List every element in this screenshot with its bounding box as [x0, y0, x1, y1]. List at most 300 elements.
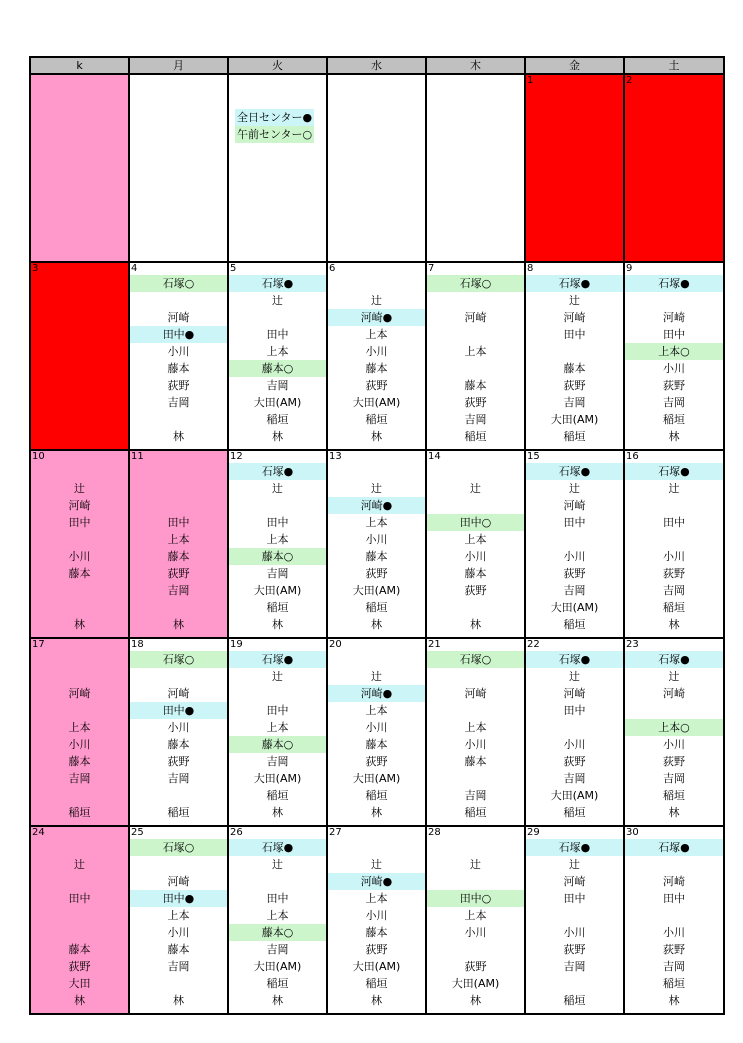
- staff-entry: 上本: [464, 909, 487, 922]
- day-number: 17: [32, 639, 45, 650]
- day-number: 10: [32, 451, 45, 462]
- staff-list: [31, 839, 128, 1009]
- staff-entry-highlighted: 石塚●: [526, 651, 623, 668]
- day-cell[interactable]: [327, 450, 426, 638]
- staff-entry: 河崎: [167, 875, 190, 888]
- day-number: 11: [131, 451, 144, 462]
- staff-entry-highlighted: 上本○: [625, 719, 723, 736]
- staff-entry: [31, 651, 128, 668]
- day-cell[interactable]: [30, 826, 129, 1014]
- staff-entry: 大田(AM): [352, 584, 401, 597]
- staff-entry: 河崎: [563, 687, 586, 700]
- staff-entry: 小川: [563, 550, 586, 563]
- day-cell[interactable]: [525, 74, 624, 262]
- staff-list: [526, 651, 623, 821]
- day-cell[interactable]: [624, 826, 724, 1014]
- week-row: [30, 826, 724, 1014]
- staff-entry: 田中: [68, 516, 91, 529]
- staff-entry: [130, 292, 227, 309]
- legend-item: 午前センター○: [237, 128, 313, 141]
- week-row: [30, 74, 724, 262]
- staff-list: [427, 275, 524, 445]
- day-number: 21: [428, 639, 441, 650]
- staff-entry: 吉岡: [167, 960, 190, 973]
- staff-entry-highlighted: 藤本○: [229, 924, 326, 941]
- weekday-header-row: [30, 57, 724, 74]
- staff-entry-highlighted: 石塚○: [427, 651, 524, 668]
- staff-entry: 荻野: [365, 755, 388, 768]
- staff-entry: 稲垣: [167, 806, 190, 819]
- staff-entry: 辻: [371, 482, 382, 495]
- staff-list: [526, 463, 623, 633]
- weekday-header: 土: [624, 57, 724, 74]
- staff-list: [229, 651, 326, 821]
- staff-entry-highlighted: 石塚●: [229, 651, 326, 668]
- staff-entry: 辻: [470, 482, 481, 495]
- staff-entry: [130, 668, 227, 685]
- staff-entry: 稲垣: [663, 977, 685, 990]
- legend: [235, 109, 314, 143]
- staff-entry: 上本: [365, 328, 388, 341]
- staff-entry: 荻野: [365, 567, 388, 580]
- staff-entry: 小川: [464, 550, 487, 563]
- staff-entry: 林: [173, 618, 184, 631]
- staff-entry: [427, 770, 524, 787]
- staff-entry: 稲垣: [563, 994, 586, 1007]
- staff-entry: 上本: [266, 909, 289, 922]
- staff-entry: 林: [470, 994, 481, 1007]
- staff-list: [31, 651, 128, 821]
- staff-entry: 藤本: [563, 362, 586, 375]
- staff-entry: 稲垣: [663, 413, 685, 426]
- staff-entry: [427, 873, 524, 890]
- staff-entry: [526, 907, 623, 924]
- staff-entry: 林: [272, 994, 283, 1007]
- day-cell[interactable]: [426, 638, 525, 826]
- staff-entry: 河崎: [663, 687, 685, 700]
- legend-item: 全日センター●: [237, 111, 313, 124]
- staff-entry-highlighted: 石塚●: [625, 463, 723, 480]
- staff-entry: [427, 292, 524, 309]
- day-cell[interactable]: [30, 638, 129, 826]
- staff-entry-highlighted: 石塚●: [625, 651, 723, 668]
- staff-entry: 稲垣: [266, 413, 289, 426]
- staff-list: [427, 463, 524, 633]
- staff-entry: 林: [74, 618, 85, 631]
- staff-entry: 吉岡: [563, 396, 586, 409]
- staff-entry: 林: [668, 430, 680, 443]
- staff-entry: [427, 326, 524, 343]
- staff-entry: [328, 839, 425, 856]
- staff-entry: 林: [173, 994, 184, 1007]
- staff-list: [130, 275, 227, 445]
- staff-entry-highlighted: 石塚●: [229, 463, 326, 480]
- staff-entry: 上本: [266, 533, 289, 546]
- day-cell[interactable]: [525, 262, 624, 450]
- staff-entry-highlighted: 石塚○: [130, 275, 227, 292]
- staff-entry-highlighted: 田中○: [427, 890, 524, 907]
- staff-entry: 稲垣: [663, 601, 685, 614]
- staff-entry: 稲垣: [464, 430, 487, 443]
- staff-entry: 稲垣: [464, 806, 487, 819]
- day-cell[interactable]: [129, 450, 228, 638]
- staff-entry: 荻野: [563, 567, 586, 580]
- staff-entry: 稲垣: [266, 789, 289, 802]
- staff-entry: [427, 702, 524, 719]
- staff-entry: 稲垣: [68, 806, 91, 819]
- staff-entry: 藤本: [167, 362, 190, 375]
- staff-entry: 藤本: [68, 567, 91, 580]
- staff-entry: 稲垣: [365, 977, 388, 990]
- staff-entry: 荻野: [464, 960, 487, 973]
- day-cell[interactable]: [129, 262, 228, 450]
- staff-entry: 林: [371, 994, 382, 1007]
- staff-entry: 荻野: [663, 379, 685, 392]
- day-cell[interactable]: [426, 450, 525, 638]
- staff-entry: [229, 497, 326, 514]
- staff-entry: 河崎: [167, 311, 190, 324]
- staff-entry: [31, 907, 128, 924]
- staff-entry: 吉岡: [563, 960, 586, 973]
- staff-entry: 田中: [663, 892, 685, 905]
- staff-entry: 小川: [365, 533, 388, 546]
- staff-entry: 田中: [167, 516, 190, 529]
- day-number: 6: [329, 263, 336, 274]
- staff-entry: 林: [668, 806, 680, 819]
- staff-entry: 大田(AM): [550, 789, 599, 802]
- staff-entry: 小川: [663, 738, 685, 751]
- staff-entry: [130, 975, 227, 992]
- day-number: 27: [329, 827, 342, 838]
- staff-entry: 小川: [68, 738, 91, 751]
- day-cell[interactable]: [525, 638, 624, 826]
- staff-entry: [130, 497, 227, 514]
- day-cell[interactable]: [228, 74, 327, 262]
- staff-entry: 小川: [663, 926, 685, 939]
- staff-entry-highlighted: 石塚●: [625, 275, 723, 292]
- staff-entry: 上本: [365, 704, 388, 717]
- staff-entry: [229, 309, 326, 326]
- staff-entry: 稲垣: [563, 806, 586, 819]
- staff-entry: 辻: [668, 670, 680, 683]
- staff-entry: [625, 531, 723, 548]
- staff-entry: 辻: [371, 294, 382, 307]
- staff-entry: [31, 702, 128, 719]
- staff-entry: 田中: [663, 516, 685, 529]
- staff-entry: 河崎: [563, 311, 586, 324]
- staff-entry: 荻野: [365, 943, 388, 956]
- staff-list: [229, 463, 326, 633]
- staff-entry: 河崎: [68, 499, 91, 512]
- day-number: 28: [428, 827, 441, 838]
- staff-entry: 小川: [663, 550, 685, 563]
- staff-list: [229, 275, 326, 445]
- staff-entry: 大田(AM): [550, 601, 599, 614]
- staff-entry: 荻野: [68, 960, 91, 973]
- staff-entry: 小川: [365, 345, 388, 358]
- staff-entry: 林: [371, 430, 382, 443]
- staff-entry: 辻: [272, 482, 283, 495]
- staff-entry-highlighted: 藤本○: [229, 736, 326, 753]
- staff-entry: 小川: [365, 909, 388, 922]
- staff-entry: 稲垣: [365, 789, 388, 802]
- day-cell[interactable]: [228, 826, 327, 1014]
- staff-entry: 小川: [464, 926, 487, 939]
- day-cell[interactable]: [426, 826, 525, 1014]
- staff-entry: 吉岡: [266, 755, 289, 768]
- staff-list: [229, 839, 326, 1009]
- staff-entry: 田中: [266, 516, 289, 529]
- staff-entry: [229, 873, 326, 890]
- staff-entry-highlighted: 石塚○: [427, 275, 524, 292]
- staff-entry: [328, 463, 425, 480]
- staff-list: [328, 839, 425, 1009]
- staff-entry: 吉岡: [663, 960, 685, 973]
- staff-entry: 辻: [272, 858, 283, 871]
- staff-entry: 上本: [167, 909, 190, 922]
- staff-entry: 荻野: [365, 379, 388, 392]
- staff-entry: [427, 839, 524, 856]
- weekday-header: 金: [525, 57, 624, 74]
- staff-entry-highlighted: 田中●: [130, 326, 227, 343]
- staff-entry: 上本: [266, 345, 289, 358]
- staff-entry: 稲垣: [563, 618, 586, 631]
- staff-entry: [625, 292, 723, 309]
- staff-entry-highlighted: 田中●: [130, 702, 227, 719]
- staff-entry: [427, 941, 524, 958]
- staff-entry: 藤本: [365, 926, 388, 939]
- staff-entry: 田中: [563, 892, 586, 905]
- schedule-calendar: [29, 56, 725, 1015]
- staff-entry-highlighted: 石塚○: [130, 651, 227, 668]
- day-cell[interactable]: [327, 826, 426, 1014]
- staff-entry-highlighted: 石塚●: [526, 839, 623, 856]
- staff-list: [526, 839, 623, 1009]
- day-cell[interactable]: [327, 638, 426, 826]
- staff-entry: [31, 582, 128, 599]
- staff-entry: [625, 497, 723, 514]
- day-cell[interactable]: [30, 74, 129, 262]
- staff-entry: [625, 856, 723, 873]
- day-cell[interactable]: [228, 450, 327, 638]
- staff-entry: [427, 668, 524, 685]
- staff-entry-highlighted: 石塚●: [526, 275, 623, 292]
- staff-entry: 上本: [68, 721, 91, 734]
- staff-entry: [526, 343, 623, 360]
- day-number: 8: [527, 263, 534, 274]
- day-number: 4: [131, 263, 138, 274]
- week-row: [30, 638, 724, 826]
- staff-entry: [31, 787, 128, 804]
- staff-entry: 稲垣: [365, 413, 388, 426]
- weekday-header: 水: [327, 57, 426, 74]
- staff-entry: 稲垣: [563, 430, 586, 443]
- staff-entry: 小川: [563, 738, 586, 751]
- staff-list: [427, 651, 524, 821]
- day-cell[interactable]: [129, 638, 228, 826]
- staff-entry: [31, 463, 128, 480]
- staff-entry: 林: [371, 806, 382, 819]
- staff-entry-highlighted: 河崎●: [328, 685, 425, 702]
- day-cell[interactable]: [327, 74, 426, 262]
- week-row: [30, 450, 724, 638]
- staff-entry: [427, 463, 524, 480]
- staff-entry: [31, 839, 128, 856]
- staff-entry-highlighted: 上本○: [625, 343, 723, 360]
- staff-entry: 小川: [167, 345, 190, 358]
- staff-entry: 辻: [371, 858, 382, 871]
- staff-entry: 荻野: [563, 755, 586, 768]
- day-cell[interactable]: [228, 262, 327, 450]
- staff-list: [31, 463, 128, 633]
- staff-entry: 吉岡: [266, 943, 289, 956]
- staff-entry: 田中: [663, 328, 685, 341]
- day-number: 13: [329, 451, 342, 462]
- staff-entry: 藤本: [167, 738, 190, 751]
- staff-entry: 上本: [464, 345, 487, 358]
- staff-entry: [130, 787, 227, 804]
- staff-entry: 荻野: [663, 943, 685, 956]
- staff-entry-highlighted: 河崎●: [328, 873, 425, 890]
- staff-entry: [31, 531, 128, 548]
- staff-entry: 荻野: [563, 943, 586, 956]
- staff-entry: 田中: [266, 892, 289, 905]
- staff-entry-highlighted: 石塚●: [526, 463, 623, 480]
- staff-entry: 上本: [464, 533, 487, 546]
- staff-entry: [625, 702, 723, 719]
- staff-entry: 藤本: [464, 755, 487, 768]
- day-cell[interactable]: [129, 74, 228, 262]
- day-cell[interactable]: [426, 74, 525, 262]
- staff-entry: 藤本: [464, 567, 487, 580]
- day-number: 16: [626, 451, 639, 462]
- day-number: 19: [230, 639, 243, 650]
- staff-entry: 林: [470, 618, 481, 631]
- day-number: 30: [626, 827, 639, 838]
- staff-entry: 田中: [266, 328, 289, 341]
- staff-entry: 藤本: [68, 943, 91, 956]
- staff-entry: 林: [173, 430, 184, 443]
- staff-entry: 吉岡: [68, 772, 91, 785]
- staff-entry: 荻野: [167, 379, 190, 392]
- staff-entry: [427, 599, 524, 616]
- day-cell[interactable]: [129, 826, 228, 1014]
- day-number: 2: [626, 75, 633, 86]
- day-number: 24: [32, 827, 45, 838]
- staff-entry: 吉岡: [563, 772, 586, 785]
- day-number: 18: [131, 639, 144, 650]
- staff-entry: 河崎: [563, 499, 586, 512]
- staff-list: [427, 839, 524, 1009]
- day-cell[interactable]: [525, 450, 624, 638]
- staff-entry: 上本: [365, 892, 388, 905]
- staff-list: [328, 275, 425, 445]
- day-number: 1: [527, 75, 534, 86]
- staff-entry: 荻野: [464, 584, 487, 597]
- staff-entry: 大田(AM): [253, 584, 302, 597]
- staff-entry: [130, 856, 227, 873]
- day-cell[interactable]: [624, 638, 724, 826]
- day-cell[interactable]: [30, 262, 129, 450]
- staff-entry: 藤本: [167, 550, 190, 563]
- staff-entry: 大田(AM): [451, 977, 500, 990]
- staff-entry: [130, 599, 227, 616]
- weekday-header: 月: [129, 57, 228, 74]
- staff-entry-highlighted: 石塚●: [229, 839, 326, 856]
- day-cell[interactable]: [624, 262, 724, 450]
- staff-entry: 吉岡: [266, 379, 289, 392]
- staff-entry: 藤本: [464, 379, 487, 392]
- staff-list: [625, 275, 723, 445]
- staff-entry: 吉岡: [663, 396, 685, 409]
- day-cell[interactable]: [624, 450, 724, 638]
- staff-entry: [328, 651, 425, 668]
- day-number: 20: [329, 639, 342, 650]
- staff-entry: 辻: [668, 482, 680, 495]
- staff-entry: 吉岡: [266, 567, 289, 580]
- staff-entry: [328, 275, 425, 292]
- staff-entry: 小川: [68, 550, 91, 563]
- staff-entry-highlighted: 石塚●: [229, 275, 326, 292]
- staff-entry: 大田(AM): [352, 960, 401, 973]
- day-cell[interactable]: [327, 262, 426, 450]
- staff-entry: 林: [272, 806, 283, 819]
- day-number: 26: [230, 827, 243, 838]
- staff-entry: [625, 907, 723, 924]
- staff-entry: 大田(AM): [253, 772, 302, 785]
- staff-entry-highlighted: 石塚○: [130, 839, 227, 856]
- day-cell[interactable]: [228, 638, 327, 826]
- staff-entry: 河崎: [464, 687, 487, 700]
- staff-entry: [130, 480, 227, 497]
- weekday-header: 木: [426, 57, 525, 74]
- staff-entry: 小川: [563, 926, 586, 939]
- staff-entry: 河崎: [167, 687, 190, 700]
- staff-entry: 林: [668, 994, 680, 1007]
- day-number: 12: [230, 451, 243, 462]
- staff-entry: 河崎: [663, 311, 685, 324]
- day-cell[interactable]: [30, 450, 129, 638]
- staff-entry: [229, 685, 326, 702]
- staff-entry: 小川: [365, 721, 388, 734]
- staff-entry: 上本: [266, 721, 289, 734]
- staff-entry: 田中: [68, 892, 91, 905]
- staff-entry: [526, 531, 623, 548]
- staff-entry: 吉岡: [663, 584, 685, 597]
- staff-entry: 藤本: [365, 362, 388, 375]
- staff-entry-highlighted: 藤本○: [229, 548, 326, 565]
- staff-entry-highlighted: 藤本○: [229, 360, 326, 377]
- staff-entry: [526, 975, 623, 992]
- staff-list: [625, 651, 723, 821]
- staff-entry: 林: [74, 994, 85, 1007]
- staff-entry: 荻野: [663, 755, 685, 768]
- staff-entry: 小川: [167, 926, 190, 939]
- staff-entry: 河崎: [68, 687, 91, 700]
- staff-entry: 大田(AM): [352, 772, 401, 785]
- day-number: 29: [527, 827, 540, 838]
- staff-entry-highlighted: 河崎●: [328, 497, 425, 514]
- day-cell[interactable]: [525, 826, 624, 1014]
- day-number: 25: [131, 827, 144, 838]
- staff-entry: 辻: [74, 482, 85, 495]
- day-cell[interactable]: [624, 74, 724, 262]
- staff-entry: 河崎: [464, 311, 487, 324]
- day-cell[interactable]: [426, 262, 525, 450]
- staff-entry: 上本: [167, 533, 190, 546]
- staff-entry: [31, 873, 128, 890]
- staff-entry: 荻野: [663, 567, 685, 580]
